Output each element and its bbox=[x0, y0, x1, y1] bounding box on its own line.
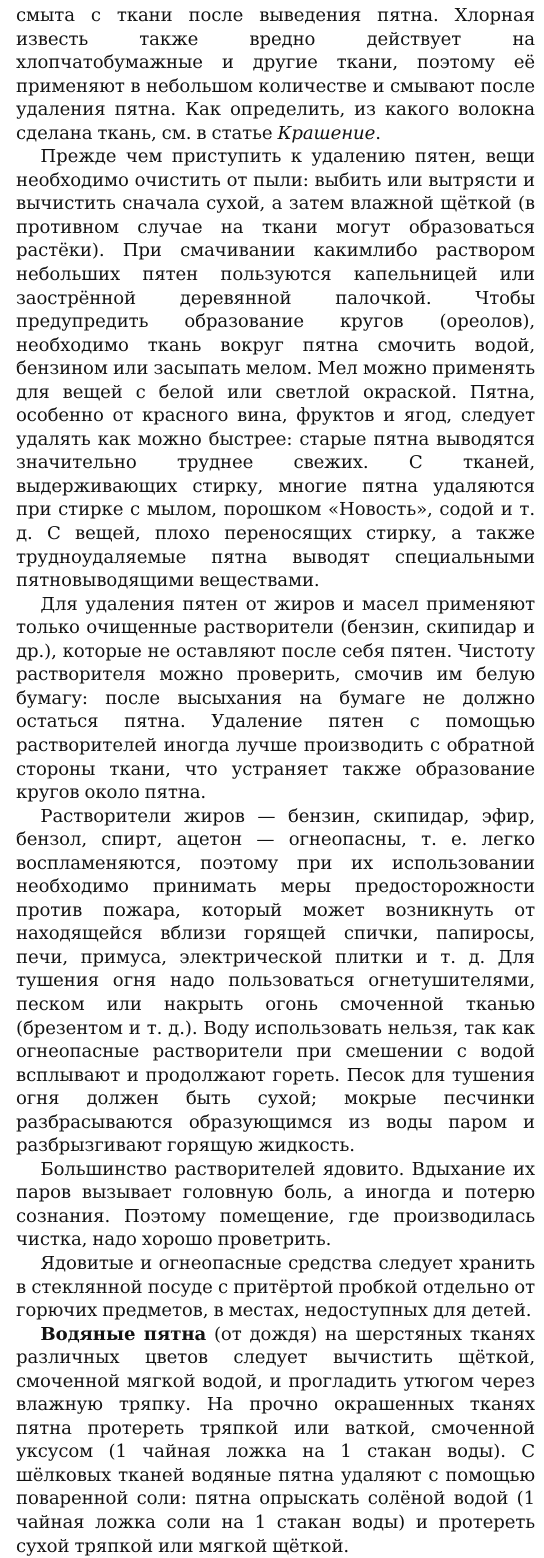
paragraph-text: смыта с ткани после выведения пятна. Хлорная известь также вредно действует на хлопчатобумажные и другие ткани, поэтому её применяют в небольшом количестве и смывают после удаления пятна. Как определить, из какого волокна сделана ткань, см. в статье bbox=[16, 5, 535, 144]
paragraph-storage bbox=[16, 1252, 535, 1323]
paragraph-text: Для удаления пятен от жиров и масел применяют только очищенные растворители (бензин, скипидар и др.), которые не оставляют после себя пятен. Чистоту растворителя можно проверить, смочив им белую бумагу: после высыхания на бумаге не должно остаться пятна. Удаление пятен с помощью растворителей иногда лучше производить с обратной стороны ткани, что устраняет также образование кругов около пятна. bbox=[16, 593, 535, 804]
paragraph-text: Большинство растворителей ядовито. Вдыхание их паров вызывает головную боль, а иногда и потерю сознания. Поэтому помещение, где производилась чистка, надо хорошо проветрить. bbox=[16, 1158, 535, 1251]
paragraph-preparation bbox=[16, 145, 535, 592]
paragraph-text: Ядовитые и огнеопасные средства следует хранить в стеклянной посуде с притёртой пробкой отдельно от горючих предметов, в местах, недоступных для детей. bbox=[16, 1252, 535, 1322]
paragraph-bleach-note bbox=[16, 4, 535, 145]
paragraph-text: Прежде чем приступить к удалению пятен, вещи необходимо очистить от пыли: выбить или вытрясти и вычистить сначала сухой, а затем влажной щёткой (в противном случае на ткани могут образоваться растёки). При смачивании какимлибо раствором небольших пятен пользуются капельницей или заострённой деревянной палочкой. Чтобы предупредить образование кругов (ореолов), необходимо ткань вокруг пятна смочить водой, бензином или засыпать мелом. Мел можно применять для вещей с белой или светлой окраской. Пятна, особенно от красного вина, фруктов и ягод, следует удалять как можно быстрее: старые пятна выводятся значительно труднее свежих. С тканей, выдерживающих стирку, многие пятна удаляются при стирке с мылом, порошком «Новость», содой и т. д. С вещей, плохо переносящих стирку, а также трудноудаляемые пятна выводят специальными пятновыводящими веществами. bbox=[16, 146, 535, 592]
cross-reference-link: Крашение bbox=[277, 122, 376, 144]
paragraph-toxicity bbox=[16, 1158, 535, 1252]
paragraph-text: . bbox=[375, 122, 381, 144]
paragraph-fat-stains bbox=[16, 593, 535, 805]
paragraph-water-stains bbox=[16, 1323, 535, 1558]
article-text bbox=[16, 4, 535, 1558]
paragraph-text: Растворители жиров — бензин, скипидар, эфир, бензол, спирт, ацетон — огнеопасны, т. е. легко воспламеняются, поэтому при их использовании необходимо принимать меры предосторожности против пожара, который может возникнуть от находящейся вблизи горящей спички, папиросы, печи, примуса, электрической плитки и т. д. Для тушения огня надо пользоваться огнетушителями, песком или накрыть огонь смоченной тканью (брезентом и т. д.). Воду использовать нельзя, так как огнеопасные растворители при смешении с водой всплывают и продолжают гореть. Песок для тушения огня должен быть сухой; мокрые песчинки разбрасываются образующимся из воды паром и разбрызгивают горящую жидкость. bbox=[16, 805, 535, 1157]
paragraph-text: (от дождя) на шерстяных тканях различных цветов следует вычистить щёткой, смоченной мягкой водой, и прогладить утюгом через влажную тряпку. На прочно окрашенных тканях пятна протереть тряпкой или ваткой, смоченной уксусом (1 чайная ложка на 1 стакан воды). С шёлковых тканей водяные пятна удаляют с помощью поваренной соли: пятна опрыскать солёной водой (1 чайная ложка соли на 1 стакан воды) и протереть сухой тряпкой или мягкой щёткой. bbox=[16, 1323, 535, 1557]
section-term: Водяные пятна bbox=[40, 1323, 207, 1345]
paragraph-fire-safety bbox=[16, 805, 535, 1158]
